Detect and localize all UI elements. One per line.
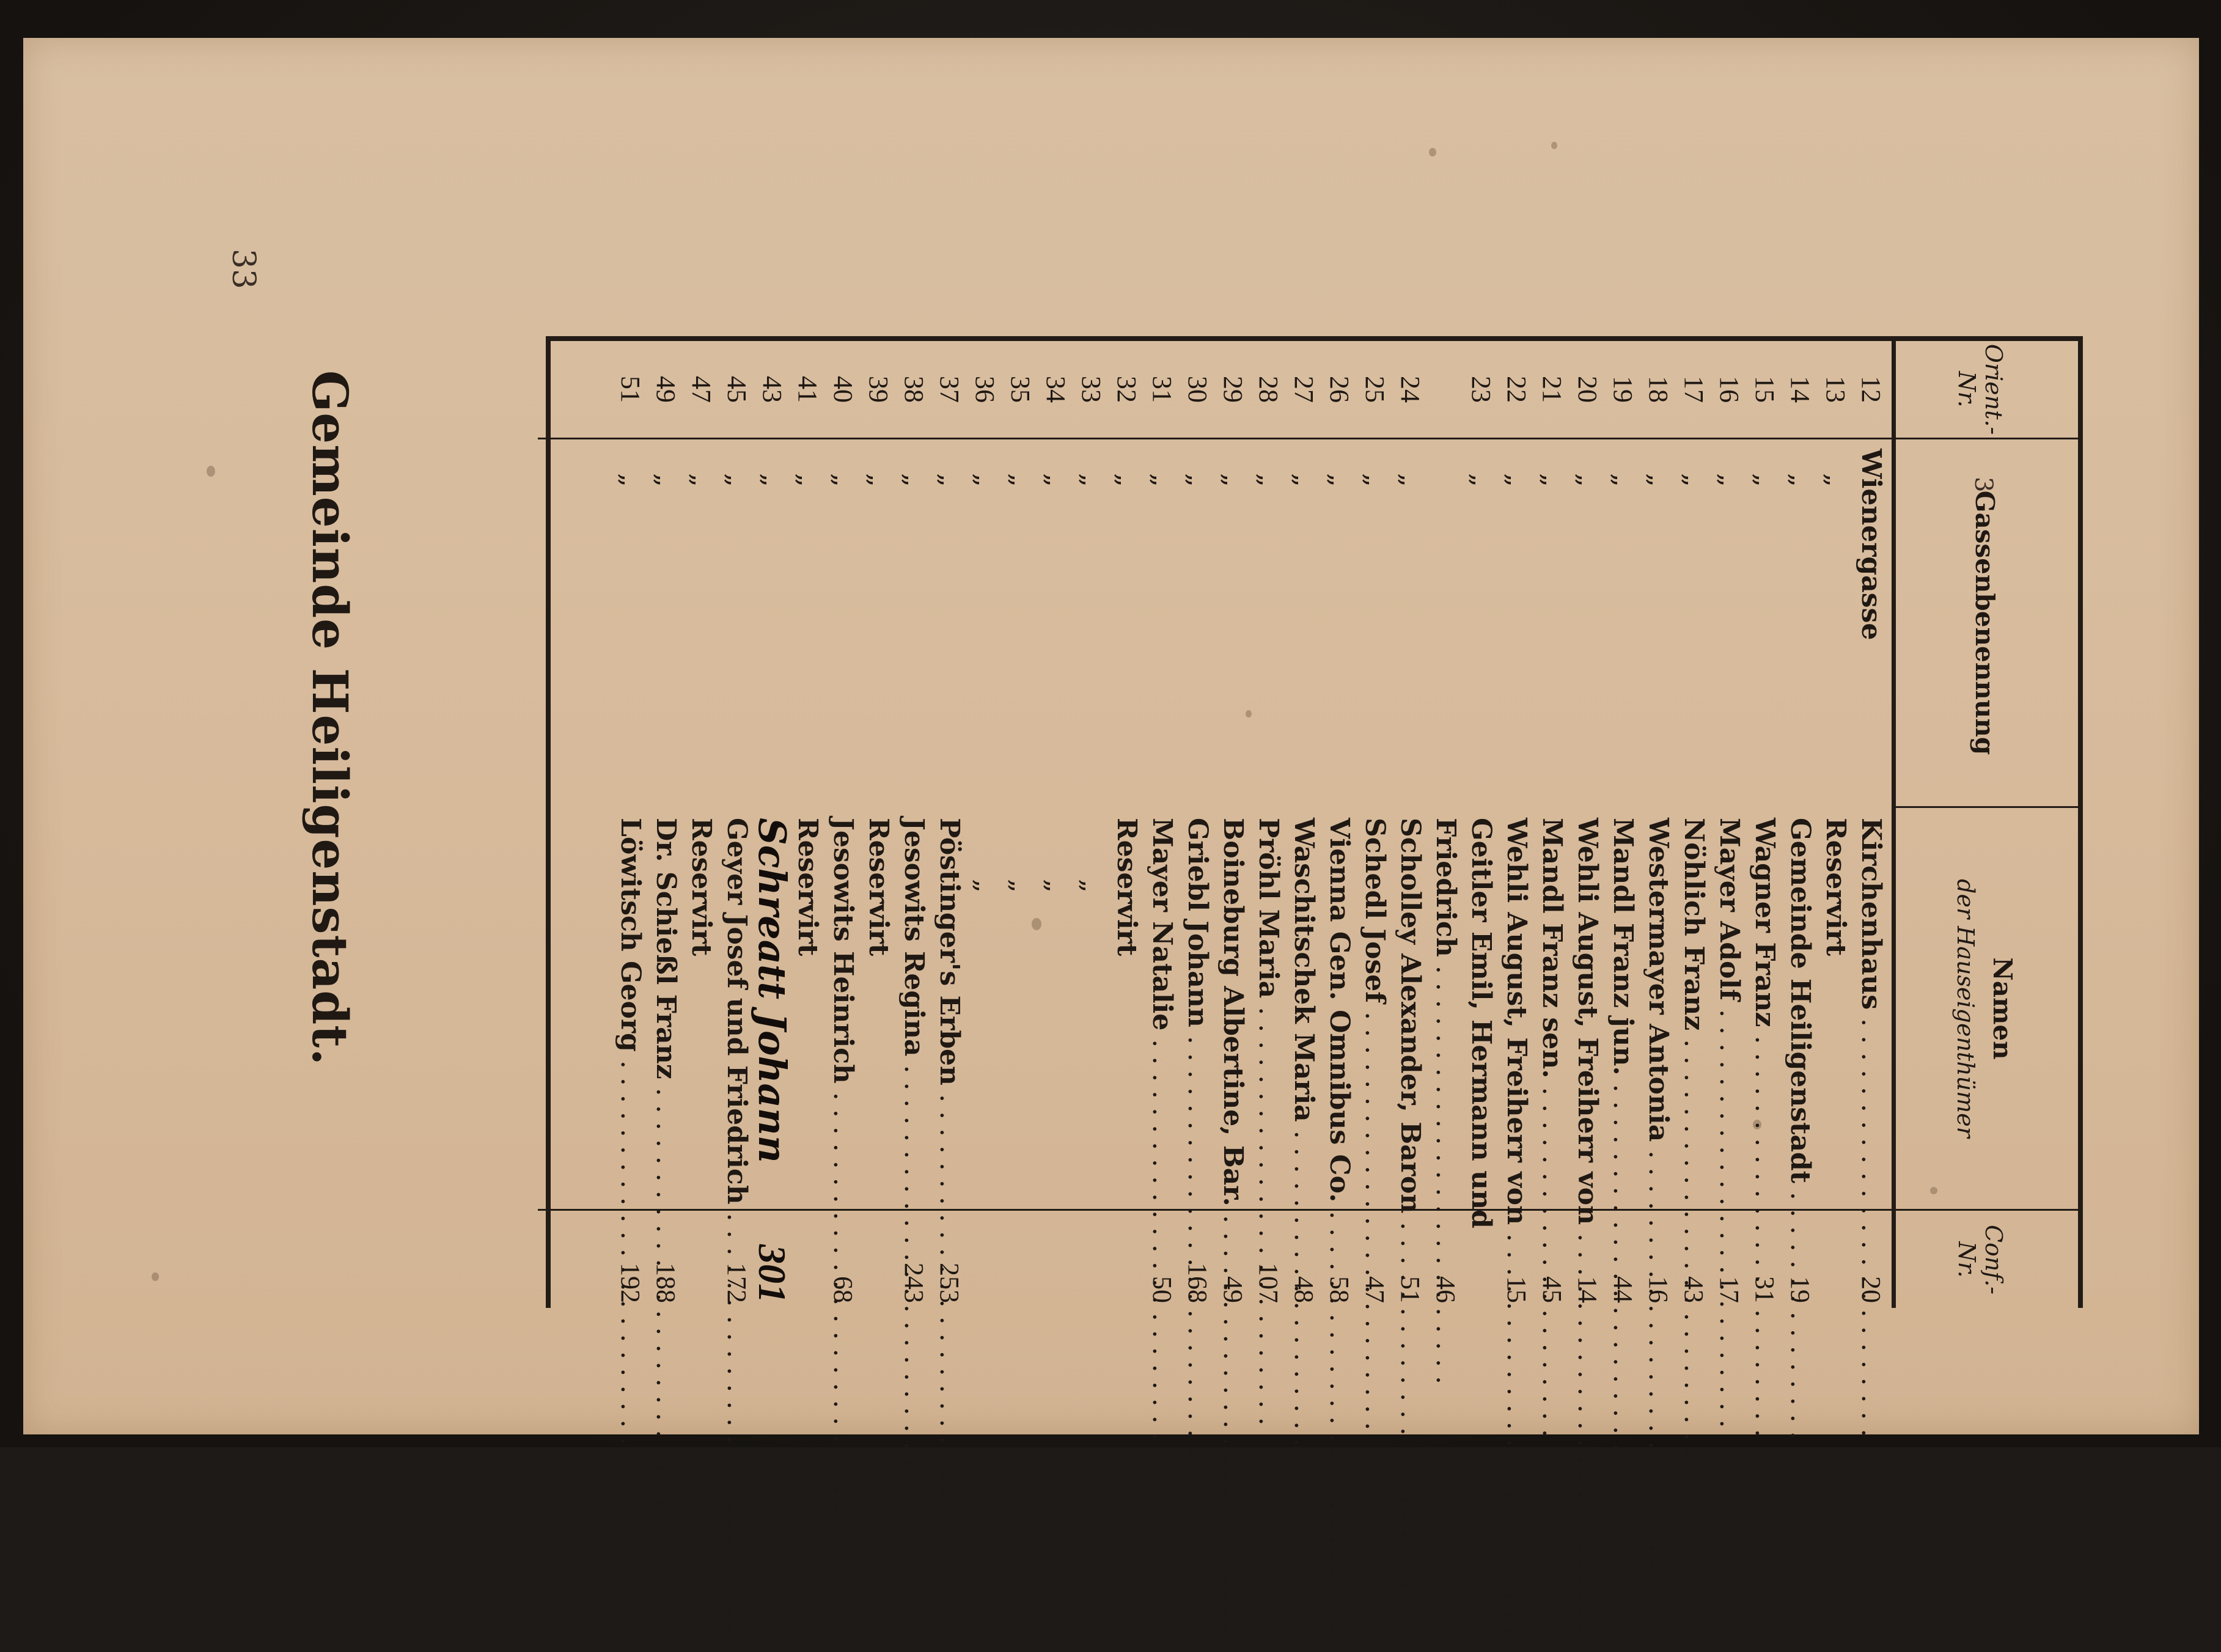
table-row — [1605, 341, 1640, 1308]
street-name: „ — [1820, 473, 1851, 487]
table-row — [1002, 341, 1038, 1308]
owner-name: Pröhl Maria . . . — [1250, 818, 1286, 1214]
street-name: „ — [650, 473, 681, 487]
street-name: „ — [1182, 473, 1213, 487]
street-name: „ — [1288, 473, 1320, 487]
orient-number: 38 — [899, 376, 929, 403]
street-name: „ — [1607, 473, 1639, 487]
street-name: „ — [1572, 473, 1603, 487]
table-row — [612, 341, 648, 1308]
table-row — [931, 341, 967, 1308]
orient-number: 14 — [1785, 376, 1815, 403]
owner-name: Waschitschek Maria . . . — [1286, 818, 1321, 1214]
property-table — [546, 336, 2083, 1308]
table-row — [861, 341, 896, 1308]
conscription-number: 243 — [899, 1263, 929, 1303]
table-row — [750, 341, 795, 1308]
header-orient-nr: Orient.-Nr. — [1953, 343, 2008, 435]
owner-name: Friedrich . . . — [1428, 818, 1463, 1214]
owner-name: Geyer Josef und Friedrich . . . — [719, 818, 754, 1214]
conscription-number: 192 — [615, 1263, 645, 1303]
street-name: „ — [1111, 473, 1142, 487]
owner-name: Boineburg Albertine, Bar. . . . — [1215, 818, 1250, 1214]
conscription-number: 68 — [828, 1276, 858, 1303]
orient-number: 26 — [1324, 376, 1354, 403]
orient-number: 20 — [1573, 376, 1602, 403]
orient-number: 13 — [1821, 376, 1851, 403]
conscription-number: 43 — [1679, 1276, 1709, 1303]
orient-number: 35 — [1005, 376, 1035, 403]
table-row — [1499, 341, 1534, 1308]
owner-name: Wagner Franz . . . — [1747, 818, 1782, 1214]
street-name: „ — [1005, 473, 1036, 487]
table-row — [1144, 341, 1180, 1308]
owner-name: Reservirt — [863, 818, 894, 956]
street-name: „ — [1749, 473, 1780, 487]
handwritten-owner-name: Schreatt Johann — [750, 818, 795, 1163]
conscription-number: 253 — [934, 1263, 964, 1303]
header-cons-nr: Conf.-Nr. — [1953, 1224, 2008, 1295]
page-title: Gemeinde Heiligenstadt. — [301, 370, 359, 1066]
table-row — [1534, 341, 1569, 1308]
street-name: „ — [969, 473, 1000, 487]
orient-number: 15 — [1750, 376, 1780, 403]
table-row — [1747, 341, 1782, 1308]
street-name: „ — [1395, 473, 1426, 487]
street-name: „ — [792, 473, 823, 487]
street-name: „ — [686, 473, 717, 487]
owner-name: „ — [1005, 879, 1036, 893]
orient-number: 27 — [1289, 376, 1319, 403]
page-number: 33 — [225, 248, 262, 290]
owner-name: Reservirt — [686, 818, 717, 956]
street-name: „ — [1643, 473, 1674, 487]
table-row — [648, 341, 683, 1308]
street-name: „ — [1040, 473, 1071, 487]
street-name: „ — [1466, 473, 1497, 487]
street-name: „ — [1785, 473, 1816, 487]
orient-number: 49 — [651, 376, 681, 403]
orient-number: 30 — [1183, 376, 1213, 403]
street-name: „ — [721, 473, 752, 487]
table-row — [1250, 341, 1286, 1308]
table-row — [1109, 341, 1144, 1308]
owner-name: Wehli August, Freiherr von . . . — [1569, 818, 1605, 1214]
table-row — [896, 341, 931, 1308]
owner-name: Löwitsch Georg . . . — [612, 818, 648, 1214]
orient-number: 22 — [1502, 376, 1532, 403]
conscription-number: 44 — [1608, 1276, 1638, 1303]
header-names: Namen der Hauseigenthümer — [1952, 879, 2017, 1138]
table-row — [1180, 341, 1215, 1308]
orient-number: 28 — [1254, 376, 1283, 403]
owner-name: Vienna Gen. Omnibus Co. . . . — [1321, 818, 1357, 1214]
owner-name: Westermayer Antonia . . . — [1640, 818, 1676, 1214]
owner-name: Pöstinger's Erben . . . — [931, 818, 967, 1214]
owner-name: Mayer Natalie . . . — [1144, 818, 1180, 1214]
table-row — [719, 341, 754, 1308]
table-row — [1676, 341, 1711, 1308]
table-row — [683, 341, 719, 1308]
street-name: „ — [934, 473, 965, 487]
street-name: „ — [1536, 473, 1568, 487]
table-row — [1073, 341, 1109, 1308]
orient-number: 32 — [1112, 376, 1142, 403]
owner-name: Geitler Emil, Hermann und — [1466, 818, 1497, 1228]
owner-name: Kirchenhaus . . . — [1853, 818, 1889, 1214]
orient-number: 34 — [1041, 376, 1071, 403]
street-name: „ — [1147, 473, 1178, 487]
orient-number: 16 — [1714, 376, 1744, 403]
orient-number: 19 — [1608, 376, 1638, 403]
street-name: „ — [1714, 473, 1745, 487]
table-row — [967, 341, 1002, 1308]
conscription-number: 107 — [1254, 1263, 1283, 1303]
conscription-number: 301 — [751, 1244, 794, 1303]
owner-name: Reservirt — [1820, 818, 1851, 956]
table-row — [1392, 341, 1428, 1308]
owner-name: Wehli August, Freiherr von . . . — [1499, 818, 1534, 1214]
table-row — [1853, 341, 1889, 1308]
table-row — [1640, 341, 1676, 1308]
street-name: „ — [1076, 473, 1107, 487]
table-row — [1321, 341, 1357, 1308]
orient-number: 51 — [615, 376, 645, 403]
orient-number: 31 — [1147, 376, 1177, 403]
conscription-number: 20 — [1856, 1276, 1886, 1303]
header-street: Gassenbenennung — [1970, 490, 2000, 755]
street-name: „ — [1359, 473, 1390, 487]
table-row — [1569, 341, 1605, 1308]
conscription-number: 172 — [722, 1263, 752, 1303]
orient-number: 45 — [722, 376, 752, 403]
orient-number: 47 — [686, 376, 716, 403]
owner-name: Mandl Franz sen. . . . — [1534, 818, 1569, 1214]
orient-number: 17 — [1679, 376, 1709, 403]
orient-number: 37 — [934, 376, 964, 403]
conscription-number: 17 — [1714, 1276, 1744, 1303]
owner-name: Gemeinde Heiligenstadt . . . — [1782, 818, 1818, 1214]
table-row — [825, 341, 861, 1308]
orient-number: 29 — [1218, 376, 1248, 403]
owner-name: Reservirt — [792, 818, 823, 956]
owner-name: Reservirt — [1111, 818, 1142, 956]
street-name: „ — [1501, 473, 1532, 487]
orient-number: 21 — [1537, 376, 1567, 403]
owner-name: Dr. Schießl Franz . . . — [648, 818, 683, 1214]
owner-name: Schedl Josef . . . — [1357, 818, 1392, 1214]
owner-name: Nöhlich Franz . . . — [1676, 818, 1711, 1214]
conscription-number: 188 — [651, 1263, 681, 1303]
rotated-page-content — [219, 0, 2175, 1436]
owner-name: „ — [1076, 879, 1107, 893]
conscription-number: 16 — [1643, 1276, 1673, 1303]
street-name: „ — [1253, 473, 1284, 487]
orient-number: 18 — [1643, 376, 1673, 403]
table-row — [1818, 341, 1853, 1308]
orient-number: 23 — [1466, 376, 1496, 403]
orient-number: 33 — [1076, 376, 1106, 403]
table-row — [1711, 341, 1747, 1308]
owner-name: Griebl Johann . . . — [1180, 818, 1215, 1214]
street-name: „ — [615, 473, 646, 487]
owner-name: Jesowits Heinrich . . . — [825, 818, 861, 1214]
street-name: Wienergasse — [1856, 449, 1887, 641]
conscription-number: 58 — [1324, 1276, 1354, 1303]
table-row — [1215, 341, 1250, 1308]
orient-number: 36 — [970, 376, 1000, 403]
conscription-number: 51 — [1395, 1276, 1425, 1303]
owner-name: Mayer Adolf . . . — [1711, 818, 1747, 1214]
conscription-number: 45 — [1537, 1276, 1567, 1303]
table-row — [1463, 341, 1499, 1308]
paper-blemish — [207, 466, 215, 477]
conscription-number: 48 — [1289, 1276, 1319, 1303]
table-row — [1357, 341, 1392, 1308]
paper-blemish — [152, 1272, 159, 1281]
orient-number: 39 — [864, 376, 894, 403]
owner-name: Mandl Franz jun. . . . — [1605, 818, 1640, 1214]
street-name: „ — [1678, 473, 1709, 487]
orient-number: 25 — [1360, 376, 1390, 403]
orient-number: 41 — [793, 376, 823, 403]
owner-name: Jesowits Regina . . . — [896, 818, 931, 1214]
conscription-number: 14 — [1573, 1276, 1602, 1303]
conscription-number: 19 — [1785, 1276, 1815, 1303]
conscription-number: 46 — [1431, 1276, 1461, 1303]
conscription-number: 168 — [1183, 1263, 1213, 1303]
street-name: „ — [1324, 473, 1355, 487]
table-row — [790, 341, 825, 1308]
conscription-number: 15 — [1502, 1276, 1532, 1303]
street-name: „ — [1217, 473, 1249, 487]
table-row — [1782, 341, 1818, 1308]
conscription-number: 50 — [1147, 1276, 1177, 1303]
owner-name: „ — [969, 879, 1000, 893]
owner-name: „ — [1040, 879, 1071, 893]
street-name: „ — [898, 473, 930, 487]
conscription-number: 47 — [1360, 1276, 1390, 1303]
table-row — [1286, 341, 1321, 1308]
orient-number: 40 — [828, 376, 858, 403]
orient-number: 12 — [1856, 376, 1886, 403]
table-row — [1038, 341, 1073, 1308]
table-row — [1428, 341, 1463, 1308]
table-header — [1892, 341, 2078, 1308]
orient-number: 24 — [1395, 376, 1425, 403]
sheet-marker: 3 — [1969, 477, 1997, 493]
conscription-number: 49 — [1218, 1276, 1248, 1303]
street-name: „ — [828, 473, 859, 487]
conscription-number: 31 — [1750, 1276, 1780, 1303]
owner-name: Scholley Alexander, Baron . . . — [1392, 818, 1428, 1214]
orient-number: 43 — [757, 376, 787, 403]
street-name: „ — [863, 473, 894, 487]
street-name: „ — [757, 473, 788, 487]
